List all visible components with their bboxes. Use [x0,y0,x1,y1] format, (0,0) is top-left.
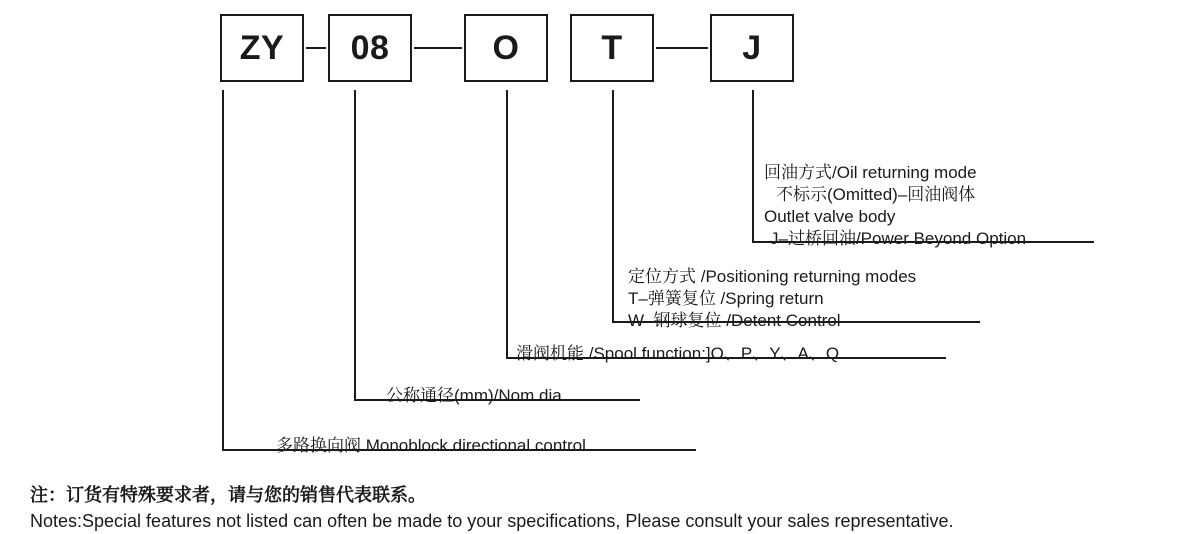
callout-spool-function [516,343,839,365]
footer-note-en: Notes:Special features not listed can often be made to your specifications, Please consult your sales representative. [30,511,954,531]
callout-nominal-diameter [386,385,566,407]
code-box-4: T [570,14,654,82]
callout-oil-returning-mode [764,162,1026,250]
leader-vline-box2 [354,90,356,400]
code-box-3: O [464,14,548,82]
footer-note-cn: 注：订货有特殊要求者，请与您的销售代表联系。 [30,485,426,505]
code-box-5: J [710,14,794,82]
callout-line: Outlet valve body [764,207,896,226]
callout-line: W–钢球复位 /Detent Control [628,311,841,330]
callout-line: 回油方式/Oil returning mode [764,163,977,182]
separator-dash-3 [656,47,708,49]
leader-vline-box5 [752,90,754,242]
leader-vline-box3 [506,90,508,358]
callout-line: 公称通径(mm)/Nom.dia. [386,386,567,405]
callout-line: J–过桥回油/Power Beyond Option [770,229,1027,248]
callout-positioning-returning-modes [628,266,916,332]
callout-line: 多路换向阀 Monoblock directional control [276,436,586,455]
leader-vline-box1 [222,90,224,450]
callout-line: 不标示(Omitted)–回油阀体 [776,185,976,204]
leader-vline-box4 [612,90,614,322]
code-box-2: 08 [328,14,412,82]
callout-line: 滑阀机能 /Spool function:]O、P、Y、A、Q [516,344,840,363]
code-box-1: ZY [220,14,304,82]
callout-monoblock-directional-control [276,435,586,457]
separator-dash-2 [414,47,462,49]
callout-line: T–弹簧复位 /Spring return [628,289,824,308]
separator-dash-1 [306,47,326,49]
callout-line: 定位方式 /Positioning returning modes [628,267,917,286]
